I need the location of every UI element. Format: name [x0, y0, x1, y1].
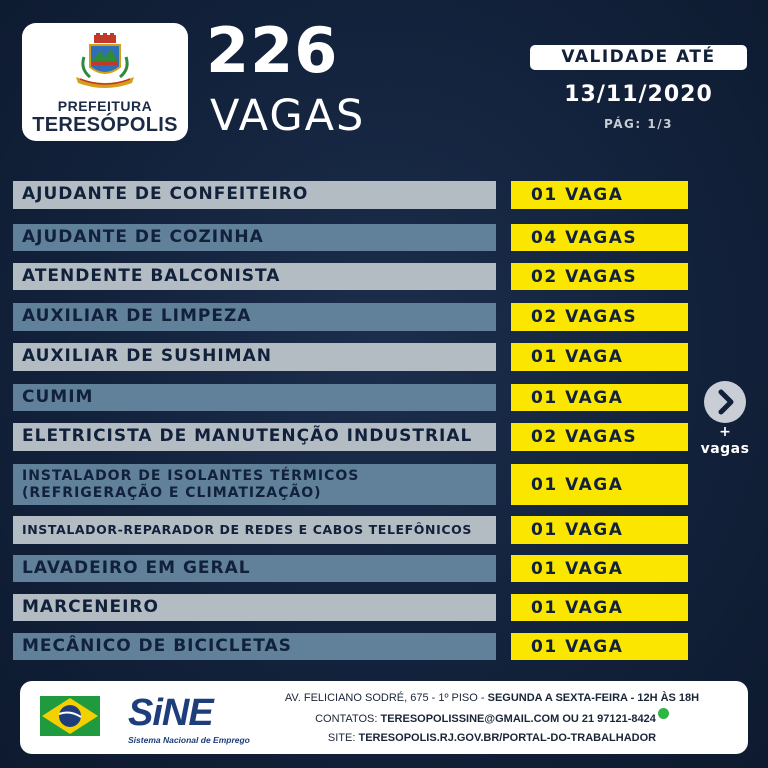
job-row	[13, 384, 688, 411]
prefeitura-logo	[22, 23, 188, 141]
job-row	[13, 633, 688, 660]
vacancy-count: 226	[206, 14, 339, 87]
job-vacancies: 01 VAGA	[511, 343, 688, 371]
job-vacancies: 01 VAGA	[511, 594, 688, 621]
opening-hours: SEGUNDA A SEXTA-FEIRA - 12H ÀS 18H	[487, 692, 700, 704]
whatsapp-icon	[658, 708, 669, 719]
validity-label: VALIDADE ATÉ	[530, 45, 747, 70]
job-title: AUXILIAR DE LIMPEZA	[13, 303, 496, 331]
job-vacancies: 01 VAGA	[511, 384, 688, 411]
logo-line-prefeitura: PREFEITURA	[57, 98, 153, 114]
job-title: LAVADEIRO EM GERAL	[13, 555, 496, 582]
job-title-line: INSTALADOR DE ISOLANTES TÉRMICOS	[22, 468, 360, 485]
contacts-value[interactable]: TERESOPOLISSINE@GMAIL.COM OU 21 97121-8424	[380, 713, 656, 725]
job-vacancies: 02 VAGAS	[511, 303, 688, 331]
job-vacancies: 02 VAGAS	[511, 263, 688, 290]
job-title-line: (REFRIGERAÇÃO E CLIMATIZAÇÃO)	[22, 484, 322, 501]
sine-logo-text: SiNE	[128, 692, 213, 734]
address: AV. FELICIANO SODRÉ, 675 - 1º PISO -	[284, 692, 488, 704]
page-indicator: PÁG: 1/3	[604, 117, 673, 131]
coat-of-arms-icon	[70, 33, 140, 91]
job-vacancies: 04 VAGAS	[511, 224, 688, 251]
more-plus: +	[719, 424, 731, 440]
job-title: ELETRICISTA DE MANUTENÇÃO INDUSTRIAL	[13, 423, 496, 451]
job-row	[13, 464, 688, 505]
job-row	[13, 343, 688, 371]
job-row	[13, 594, 688, 621]
job-title: CUMIM	[13, 384, 496, 411]
job-title: INSTALADOR-REPARADOR DE REDES E CABOS TELEFÔNICOS	[13, 516, 496, 544]
job-vacancies: 01 VAGA	[511, 181, 688, 209]
brazil-flag-icon	[40, 690, 102, 742]
job-title: AUXILIAR DE SUSHIMAN	[13, 343, 496, 371]
job-title	[13, 464, 496, 505]
validity-date: 13/11/2020	[564, 82, 713, 107]
job-vacancies: 01 VAGA	[511, 516, 688, 544]
footer-info	[248, 688, 736, 748]
footer	[20, 681, 748, 754]
job-title: AJUDANTE DE COZINHA	[13, 224, 496, 251]
job-vacancies: 01 VAGA	[511, 464, 688, 505]
footer-address-line	[248, 688, 736, 708]
sine-logo	[40, 688, 250, 748]
next-page-button[interactable]	[704, 381, 746, 423]
job-row	[13, 555, 688, 582]
vacancy-count-label: VAGAS	[210, 91, 366, 141]
job-row	[13, 263, 688, 290]
contacts-label: CONTATOS:	[315, 713, 381, 725]
job-row	[13, 423, 688, 451]
sine-logo-subtitle: Sistema Nacional de Emprego	[128, 735, 250, 745]
logo-line-teresopolis: TERESÓPOLIS	[32, 114, 178, 136]
job-title: AJUDANTE DE CONFEITEIRO	[13, 181, 496, 209]
more-vacancies-label: vagas	[700, 441, 750, 457]
job-vacancies: 01 VAGA	[511, 555, 688, 582]
job-vacancies: 02 VAGAS	[511, 423, 688, 451]
footer-contacts-line	[248, 708, 736, 728]
job-row	[13, 303, 688, 331]
job-title: ATENDENTE BALCONISTA	[13, 263, 496, 290]
job-vacancies: 01 VAGA	[511, 633, 688, 660]
job-row	[13, 516, 688, 544]
chevron-right-icon	[704, 381, 746, 423]
site-link[interactable]: TERESOPOLIS.RJ.GOV.BR/PORTAL-DO-TRABALHADOR	[358, 732, 657, 744]
job-title: MARCENEIRO	[13, 594, 496, 621]
job-row	[13, 224, 688, 251]
job-title: MECÂNICO DE BICICLETAS	[13, 633, 496, 660]
footer-site-line	[248, 728, 736, 748]
job-row	[13, 181, 688, 209]
site-label: SITE:	[327, 732, 359, 744]
